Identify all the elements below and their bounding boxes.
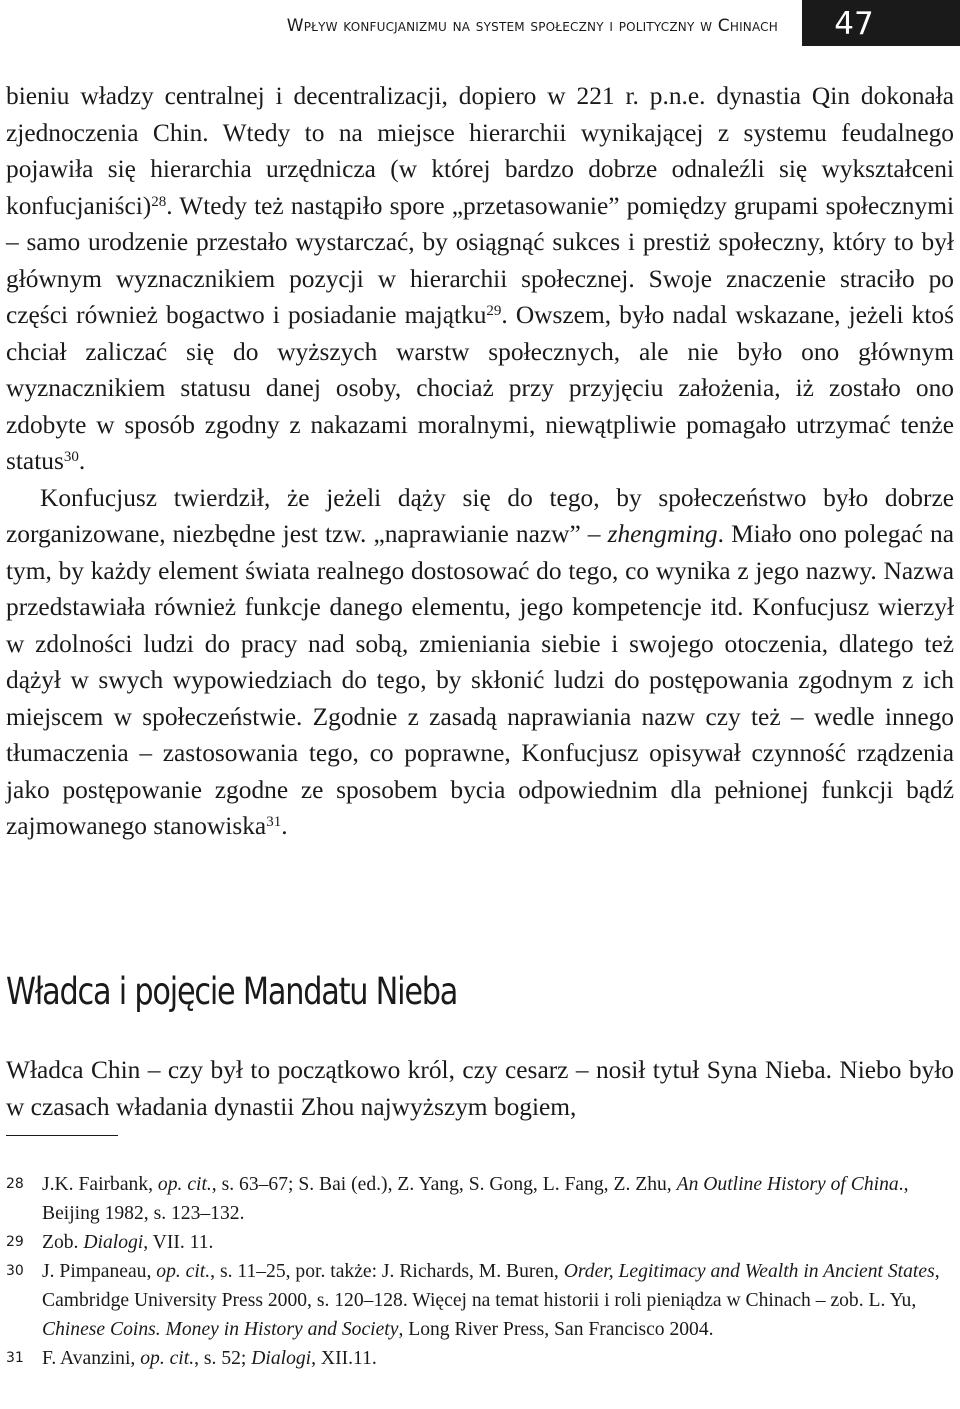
footnote-29 <box>6 1228 954 1257</box>
paragraph-2: Konfucjusz twierdził, że jeżeli dąży się do tego, by społeczeństwo było dobrze zorganizowane, niezbędne jest tzw. „naprawianie nazw” – zhengming. Miało ono polegać na tym, by każdy element świata realnego dostosować do tego, co wynika z jego nazwy. Nazwa przedstawiała również funkcje danego elementu, jego kompetencje itd. Konfucjusz wierzył w zdolności ludzi do pracy nad sobą, zmieniania siebie i swojego otoczenia, dlatego też dążył w swych wypowiedziach do tego, by skłonić ludzi do postępowania zgodnym z ich miejscem w społeczeństwie. Zgodnie z zasadą naprawiania nazw czy też – wedle innego tłumaczenia – zastosowania tego, co poprawne, Konfucjusz opisywał czynność rządzenia jako postępowanie zgodne ze sposobem bycia odpowiednim dla pełnionej funkcji bądź zajmowanego stanowiska$^{31}$. <box>6 483 955 840</box>
section-text <box>6 1052 954 1125</box>
footnote-ref-31[interactable]: 31 <box>266 813 282 830</box>
running-title: Wpływ konfucjanizmu na system społeczny i polityczny w Chinach <box>286 16 778 36</box>
footnote-ref-29[interactable]: 29 <box>486 302 502 319</box>
footnote-number: 30 <box>6 1263 24 1279</box>
section-paragraph: Władca Chin – czy był to początkowo król, czy cesarz – nosił tytuł Syna Nieba. Niebo było w czasach władania dynastii Zhou najwyższym bogiem, <box>6 1056 954 1121</box>
footnote-divider <box>6 1135 118 1136</box>
footnote-number: 28 <box>6 1176 24 1192</box>
page-number-box <box>802 0 960 46</box>
page-number: 47 <box>834 6 874 42</box>
section-heading: Władca i pojęcie Mandatu Nieba <box>6 970 458 1013</box>
footnote-number: 31 <box>6 1350 24 1366</box>
footnote-text: Zob. Dialogi, VII. 11. <box>42 1232 214 1253</box>
footnote-text: J.K. Fairbank, op. cit., s. 63–67; S. Bai (ed.), Z. Yang, S. Gong, L. Fang, Z. Zhu, An Outline History of China., Beijing 1982, s. 123–132. <box>42 1174 909 1224</box>
footnote-text: J. Pimpaneau, op. cit., s. 11–25, por. także: J. Richards, M. Buren, Order, Legitimacy and Wealth in Ancient States, Cambridge University Press 2000, s. 120–128. Więcej na temat historii i roli pieniądza w Chinach – zob. L. Yu, Chinese Coins. Money in History and Society, Long River Press, San Francisco 2004. <box>42 1261 940 1340</box>
page-header <box>0 0 960 50</box>
footnote-ref-30[interactable]: 30 <box>63 448 79 465</box>
footnote-31 <box>6 1344 954 1373</box>
term-zhengming: zhengming <box>607 520 718 548</box>
footnotes <box>6 1170 954 1373</box>
body-text <box>6 78 954 845</box>
footnote-28 <box>6 1170 954 1228</box>
footnote-text: F. Avanzini, op. cit., s. 52; Dialogi, XII.11. <box>42 1348 377 1369</box>
footnote-number: 29 <box>6 1234 24 1250</box>
footnote-ref-28[interactable]: 28 <box>151 193 167 210</box>
footnote-30 <box>6 1257 954 1344</box>
paragraph-1: bieniu władzy centralnej i decentralizacji, dopiero w 221 r. p.n.e. dynastia Qin dokonała zjednoczenia Chin. Wtedy to na miejsce hierarchii wynikającej z systemu feudalnego pojawiła się hierarchia urzędnicza (w której bardzo dobrze odnaleźli się wykształceni konfucjaniści)$^{28}$. Wtedy też nastąpiło spore „przetasowanie” pomiędzy grupami społecznymi – samo urodzenie przestało wystarczać, by osiągnąć sukces i prestiż społeczny, który to był głównym wyznacznikiem pozycji w hierarchii społecznej. Swoje znaczenie straciło po części również bogactwo i posiadanie majątku$^{29}$. Owszem, było nadal wskazane, jeżeli ktoś chciał zaliczać się do wyższych warstw społecznych, ale nie było ono głównym wyznacznikiem statusu danej osoby, chociaż przy przyjęciu założenia, iż zostało ono zdobyte w sposób zgodny z nakazami moralnymi, niewątpliwie pomagało utrzymać tenże status$^{30}$. <box>6 82 954 475</box>
